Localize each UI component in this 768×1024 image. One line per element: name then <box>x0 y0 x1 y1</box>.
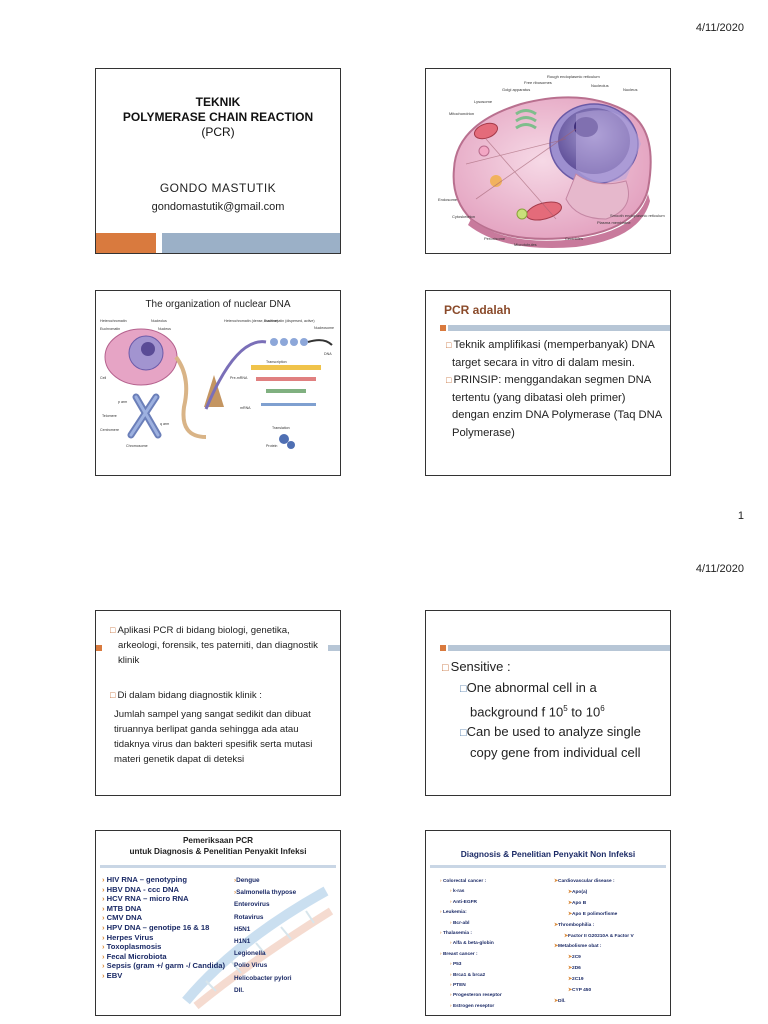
arrow-bullet-icon: ➤ <box>564 933 569 939</box>
arrow-bullet-icon: ➤ <box>554 998 559 1004</box>
list-item: › Herpes Virus <box>102 932 154 942</box>
dna-label: q arm <box>160 422 170 426</box>
slide-cell-diagram <box>425 68 671 254</box>
list-item: Helicobacter pylori <box>234 974 292 982</box>
arrow-bullet-icon: ➤ <box>554 944 559 950</box>
arrow-bullet-icon: › <box>102 894 105 904</box>
cell-label: Free ribosomes <box>524 80 552 85</box>
bullet-item: □ PRINSIP: menggandakan segmen DNA tertentu (yang dibatasi oleh primer) dengan enzim DNA Polymerase (Taq DNA Polymerase) <box>446 374 662 439</box>
nuclear-dna-illustration <box>96 317 341 476</box>
list-item: › k-ras <box>450 889 465 895</box>
accent-bar <box>448 645 670 651</box>
dna-label: mRNA <box>240 406 251 410</box>
arrow-bullet-icon: › <box>450 983 453 989</box>
arrow-bullet-icon: › <box>102 932 105 942</box>
list-item: › Colorectal cancer : <box>440 879 487 884</box>
animal-cell-illustration <box>426 69 671 254</box>
list-item: Dll. <box>234 986 244 994</box>
list-item: ➤2C19 <box>568 977 584 983</box>
slide-aplikasi-pcr <box>95 610 341 796</box>
bullet-item: □ Aplikasi PCR di bidang biologi, genetika, arkeologi, forensik, tes paterniti, dan diagnostik klinik <box>110 625 318 666</box>
list-item: Enterovirus <box>234 901 270 909</box>
arrow-bullet-icon: › <box>102 903 105 913</box>
accent-bar <box>440 645 446 651</box>
square-bullet-icon: □ <box>460 727 467 740</box>
list-item: › Brca1 & brca2 <box>450 972 486 978</box>
arrow-bullet-icon: › <box>234 889 237 897</box>
list-item: › HPV DNA – genotipe 16 & 18 <box>102 922 210 932</box>
cell-label: Microtubules <box>514 242 537 247</box>
accent-bar <box>100 865 336 868</box>
accent-bar <box>96 645 102 651</box>
list-item: › Breast cancer : <box>440 951 478 957</box>
dna-label: Pre-mRNA <box>230 376 248 380</box>
list-item: › Toxoplasmosis <box>102 942 162 952</box>
dna-label: p arm <box>118 400 128 404</box>
slide-penyakit-non-infeksi <box>425 830 671 1016</box>
list-item: ›Dengue <box>234 877 260 884</box>
list-item: › HIV RNA – genotyping <box>102 875 187 884</box>
body-paragraph: Jumlah sampel yang sangat sedikit dan dibuat tiruannya berlipat ganda sehingga ada atau tidaknya virus dan bakteri spesifik serta mutasi materi genetik dapat di deteksi <box>114 709 313 765</box>
list-item: Rotavirus <box>234 913 264 921</box>
list-item: › Alfa & beta-globin <box>450 941 494 947</box>
bullet-item: □ Teknik amplifikasi (memperbanyak) DNA target secara in vitro di dalam mesin. <box>446 339 655 369</box>
list-item: › HBV DNA - ccc DNA <box>102 884 179 894</box>
dna-label: Heterochromatin <box>100 319 127 323</box>
dna-label: Cell <box>100 376 107 380</box>
arrow-bullet-icon: › <box>234 877 237 884</box>
list-item: ➤Dll. <box>554 998 566 1004</box>
accent-bar <box>430 865 666 868</box>
page-number: 1 <box>737 510 744 522</box>
dna-label: Euchromatin <box>100 327 121 331</box>
cell-label: Nucleolus <box>591 83 609 88</box>
arrow-bullet-icon: ➤ <box>568 988 573 994</box>
square-bullet-icon: □ <box>446 340 452 350</box>
list-item: › Anti-EGFR <box>450 899 478 905</box>
slide-content <box>442 657 662 763</box>
slide-title-heading: TEKNIK POLYMERASE CHAIN REACTION (PCR) <box>122 95 314 139</box>
slide-nuclear-dna <box>95 290 341 476</box>
list-item: › Estrogen reseptor <box>450 1003 495 1009</box>
list-item: ➤Apo(a) <box>568 889 588 895</box>
square-bullet-icon: □ <box>110 625 116 635</box>
dna-label: Translation <box>272 426 290 430</box>
bullet-item: □ Sensitive : <box>442 659 511 674</box>
cell-label: Golgi apparatus <box>502 87 531 92</box>
cell-label: Centrioles <box>565 236 584 241</box>
arrow-bullet-icon: › <box>450 920 453 926</box>
page-date: 4/11/2020 <box>695 563 744 575</box>
dna-label: Euchromatin (dispersed, active) <box>264 319 315 323</box>
arrow-bullet-icon: › <box>102 970 105 980</box>
arrow-bullet-icon: › <box>440 931 443 937</box>
arrow-bullet-icon: ➤ <box>568 966 573 972</box>
list-item: › Sepsis (gram +/ garm -/ Candida) <box>102 961 226 971</box>
arrow-bullet-icon: ➤ <box>568 955 573 961</box>
list-item: › PTEN <box>450 983 466 989</box>
cell-label: Smooth endoplasmic reticulum <box>610 213 665 218</box>
square-bullet-icon: □ <box>460 683 467 695</box>
slide-heading: Diagnosis & Penelitian Penyakit Non Infeksi <box>460 849 636 859</box>
arrow-bullet-icon: › <box>450 941 453 947</box>
list-item: ➤CYP 450 <box>568 988 592 994</box>
arrow-bullet-icon: › <box>440 879 443 884</box>
slide-pcr-adalah <box>425 290 671 476</box>
list-item: › Leukemia: <box>440 910 467 916</box>
list-item: Polio Virus <box>234 962 268 970</box>
arrow-bullet-icon: › <box>102 875 105 884</box>
dna-label: Nucleosome <box>314 326 334 330</box>
arrow-bullet-icon: › <box>102 913 105 923</box>
slide-heading: The organization of nuclear DNA <box>145 299 291 310</box>
arrow-bullet-icon: › <box>102 942 105 952</box>
list-item: › P53 <box>450 962 462 968</box>
cell-label: Rough endoplasmic reticulum <box>547 74 600 79</box>
arrow-bullet-icon: › <box>450 962 453 968</box>
slide-heading: Pemeriksaan PCR untuk Diagnosis & Penelitian Penyakit Infeksi <box>129 836 307 856</box>
sub-bullet-item: □Can be used to analyze single copy gene from individual cell <box>460 724 641 761</box>
slide-sensitive <box>425 610 671 796</box>
arrow-bullet-icon: ➤ <box>568 911 573 917</box>
infeksi-list-right <box>234 875 338 997</box>
arrow-bullet-icon: › <box>102 884 105 894</box>
page-date: 4/11/2020 <box>695 22 744 34</box>
list-item: ➤2D6 <box>568 966 581 972</box>
infeksi-list-left <box>102 875 232 981</box>
list-item: ➤Cardiovascular disease : <box>554 879 615 884</box>
list-item: ›Salmonella thypose <box>234 889 297 897</box>
slide-content <box>446 337 662 442</box>
list-item: › Thalasemia : <box>440 931 472 937</box>
dna-label: Nucleus <box>158 327 171 331</box>
cell-label: Peroxisome <box>484 236 506 241</box>
cell-label: Mitochondrion <box>449 111 475 116</box>
square-bullet-icon: □ <box>446 375 452 385</box>
dna-label: Protein <box>266 444 278 448</box>
arrow-bullet-icon: › <box>102 951 105 961</box>
list-item: › Bcr-abl <box>450 920 470 926</box>
list-item: Legionella <box>234 950 266 958</box>
bullet-item: □ Di dalam bidang diagnostik klinik : <box>110 690 262 701</box>
slide-title <box>95 68 341 254</box>
accent-bar <box>162 233 340 253</box>
arrow-bullet-icon: ➤ <box>568 977 573 983</box>
cell-label: Nucleus <box>623 87 638 92</box>
list-item: ➤Thrombophilia : <box>554 922 595 928</box>
slide-author: GONDO MASTUTIK gondomastutik@gmail.com <box>151 181 285 213</box>
list-item: ➤Metabolisme obat : <box>554 944 602 950</box>
list-item: ➤Apo B <box>568 900 587 906</box>
arrow-bullet-icon: › <box>450 972 453 978</box>
list-item: ➤Apo E polimorfisme <box>568 911 618 917</box>
square-bullet-icon: □ <box>442 662 449 674</box>
list-item: › Progesteron reseptor <box>450 993 502 999</box>
slide-penyakit-infeksi <box>95 830 341 1016</box>
arrow-bullet-icon: › <box>450 993 453 999</box>
arrow-bullet-icon: › <box>440 910 443 916</box>
arrow-bullet-icon: ➤ <box>554 879 559 884</box>
dna-label: Heterochromatin (dense, inactive) <box>224 319 278 323</box>
non-infeksi-list-right <box>554 877 668 1008</box>
slide-heading: PCR adalah <box>444 303 511 317</box>
list-item: › EBV <box>102 970 123 980</box>
list-item: › HCV RNA – micro RNA <box>102 894 189 904</box>
cell-label: Endosome <box>438 197 458 202</box>
dna-label: Nucleolus <box>151 319 167 323</box>
arrow-bullet-icon: ➤ <box>568 900 573 906</box>
dna-label: Telomere <box>102 414 117 418</box>
arrow-bullet-icon: › <box>450 1003 453 1009</box>
non-infeksi-list-left <box>440 877 552 1012</box>
arrow-bullet-icon: › <box>440 951 443 957</box>
dna-label: DNA <box>324 352 332 356</box>
dna-label: Centromere <box>100 428 119 432</box>
arrow-bullet-icon: › <box>450 899 453 905</box>
list-item: ➤Factor II G20210A & Factor V <box>564 933 634 939</box>
accent-bar <box>96 233 156 253</box>
slide-content <box>110 623 330 767</box>
arrow-bullet-icon: ➤ <box>554 922 559 928</box>
cell-label: Lysosome <box>474 99 493 104</box>
cell-label: Plasma membrane <box>597 220 631 225</box>
cell-label: Cytoskeleton <box>452 214 476 219</box>
square-bullet-icon: □ <box>110 690 116 700</box>
list-item: H1N1 <box>234 938 251 946</box>
dna-label: Chromosome <box>126 444 148 448</box>
accent-bar <box>440 325 446 331</box>
arrow-bullet-icon: › <box>450 889 453 895</box>
list-item: › Fecal Microbiota <box>102 951 167 961</box>
list-item: › MTB DNA <box>102 903 142 913</box>
arrow-bullet-icon: › <box>102 922 105 932</box>
dna-label: Transcription <box>266 360 287 364</box>
arrow-bullet-icon: › <box>102 961 105 971</box>
accent-bar <box>448 325 670 331</box>
arrow-bullet-icon: ➤ <box>568 889 573 895</box>
sub-bullet-item: □One abnormal cell in a background f $10^5$ to $10^6$ <box>460 680 605 720</box>
list-item: H5N1 <box>234 925 251 933</box>
list-item: › CMV DNA <box>102 913 143 923</box>
list-item: ➤2C9 <box>568 955 581 961</box>
